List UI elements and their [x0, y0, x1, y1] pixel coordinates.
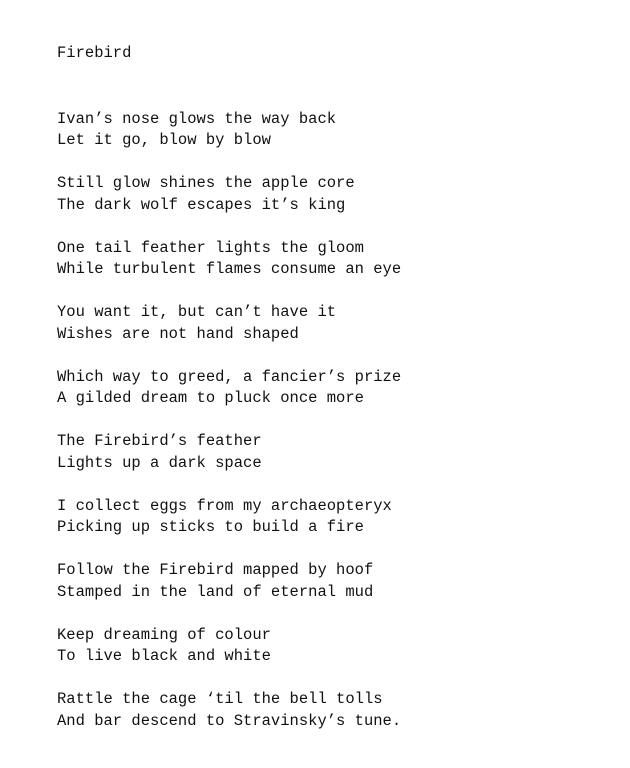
poem-line: Ivan’s nose glows the way back	[57, 109, 337, 128]
poem-line: Lights up a dark space	[57, 453, 262, 472]
poem-line: One tail feather lights the gloom	[57, 238, 364, 257]
stanza-9	[57, 625, 617, 668]
poem-title: Firebird	[57, 44, 132, 62]
poem-line: Stamped in the land of eternal mud	[57, 582, 374, 601]
poem-line: Rattle the cage ‘til the bell tolls	[57, 690, 383, 708]
stanza-1	[57, 109, 617, 152]
poem-line: To live black and white	[57, 647, 271, 665]
stanza-8	[57, 560, 617, 603]
stanza-3	[57, 238, 617, 281]
poem-line: Still glow shines the apple core	[57, 174, 355, 192]
poem-line: While turbulent flames consume an eye	[57, 260, 402, 278]
poem-line: Wishes are not hand shaped	[57, 324, 299, 343]
stanza-6	[57, 431, 617, 474]
poem-line: Picking up sticks to build a fire	[57, 518, 364, 536]
stanza-7	[57, 496, 617, 539]
poem-line: A gilded dream to pluck once more	[57, 389, 364, 407]
poem-line: The Firebird’s feather	[57, 432, 262, 450]
stanza-2	[57, 173, 617, 216]
poem-line: Keep dreaming of colour	[57, 625, 271, 644]
stanza-5	[57, 367, 617, 410]
poem-page	[57, 43, 617, 754]
poem-line: Let it go, blow by blow	[57, 131, 271, 149]
poem-line: You want it, but can’t have it	[57, 303, 337, 321]
poem-line: The dark wolf escapes it’s king	[57, 195, 346, 214]
stanza-4	[57, 302, 617, 345]
poem-line: Which way to greed, a fancier’s prize	[57, 367, 402, 386]
poem-line: Follow the Firebird mapped by hoof	[57, 561, 374, 579]
stanza-10	[57, 689, 617, 732]
poem-line: And bar descend to Stravinsky’s tune.	[57, 711, 402, 730]
poem-line: I collect eggs from my archaeopteryx	[57, 496, 392, 515]
